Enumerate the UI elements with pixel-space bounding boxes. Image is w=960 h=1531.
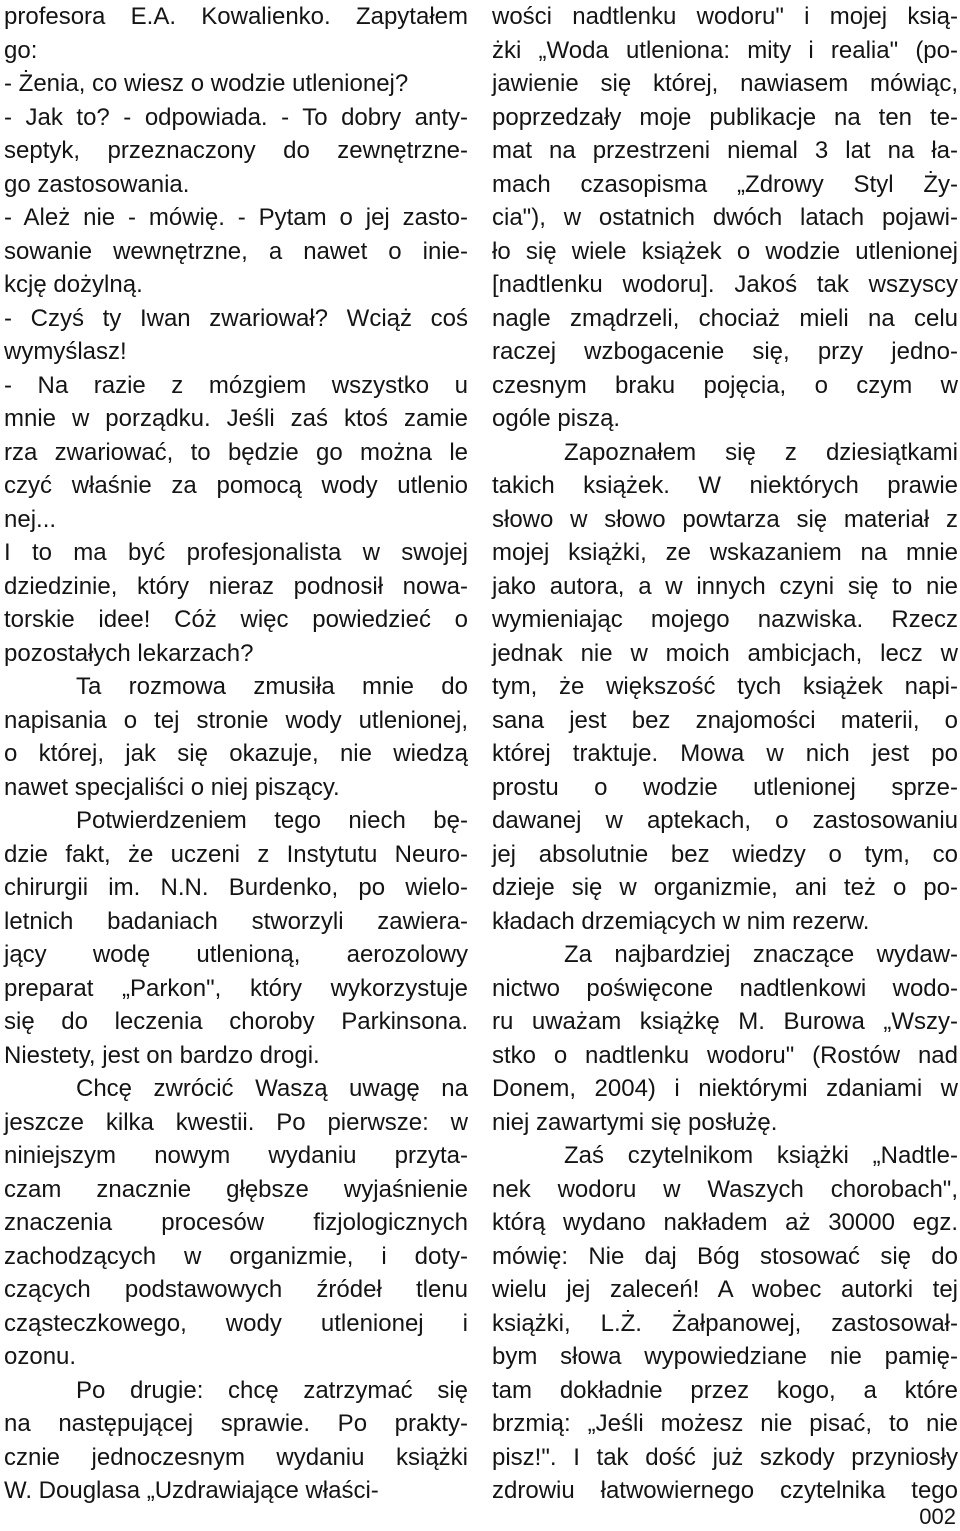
text-line: żki „Woda utleniona: mity i realia" (po- <box>492 36 958 64</box>
text-line: jednak nie w moich ambicjach, lecz w <box>492 639 958 667</box>
text-line: - Na razie z mózgiem wszystko u <box>4 371 468 399</box>
text-line: nictwo poświęcone nadtlenkowi wodo- <box>492 974 958 1002</box>
text-line: wymieniając mojego nazwiska. Rzecz <box>492 606 958 633</box>
text-line: Chcę zwrócić Waszą uwagę na <box>76 1075 468 1102</box>
text-line: cia"), w ostatnich dwóch latach pojawi- <box>492 204 958 231</box>
text-line: nawet specjaliści o niej piszący. <box>4 773 340 801</box>
text-line: bym słowa wypowiedziane nie pamię- <box>492 1343 958 1370</box>
text-line: książki, L.Ż. Żałpanowej, zastosował- <box>492 1309 958 1337</box>
text-line: stko o nadtlenku wodoru" (Rostów nad <box>492 1041 958 1069</box>
text-line: mat na przestrzeni niemal 3 lat na ła- <box>492 137 958 164</box>
text-line: nej... <box>4 505 57 533</box>
text-line: czam znacznie głębsze wyjaśnienie <box>4 1175 468 1203</box>
text-line: pisz!". I tak dość już szkody przyniosły <box>492 1443 958 1471</box>
text-line: cząsteczkowego, wody utlenionej i <box>4 1309 468 1337</box>
text-line: dzie fakt, że uczeni z Instytutu Neuro- <box>4 840 468 868</box>
text-line: Donem, 2004) i niektórymi zdaniami w <box>492 1075 958 1102</box>
text-line: kcję dożylną. <box>4 271 143 298</box>
text-line: preparat „Parkon", który wykorzystuje <box>4 974 468 1002</box>
text-line: Po drugie: chcę zatrzymać się <box>76 1376 468 1404</box>
text-line: dawanej w aptekach, o zastosowaniu <box>492 807 958 834</box>
text-line: brzmią: „Jeśli możesz nie pisać, to nie <box>492 1410 958 1437</box>
text-line: słowo w słowo powtarza się materiał z <box>492 505 958 533</box>
text-line: wymyślasz! <box>4 338 127 365</box>
text-line: niej zawartymi się posłużę. <box>492 1108 778 1136</box>
text-line: jący wodę utlenioną, aerozolowy <box>4 941 468 968</box>
text-line: Zaś czytelnikom książki „Nadtle- <box>564 1142 958 1169</box>
text-line: I to ma być profesjonalista w swojej <box>4 539 468 566</box>
text-line: jawienie się której, nawiasem mówiąc, <box>492 70 958 97</box>
text-line: [nadtlenku wodoru]. Jakoś tak wszyscy <box>492 271 958 298</box>
text-line: sana jest bez znajomości materii, o <box>492 706 958 734</box>
text-line: zachodzących w organizmie, i doty- <box>4 1242 468 1270</box>
text-line: Niestety, jest on bardzo drogi. <box>4 1041 320 1069</box>
text-line: Zapoznałem się z dziesiątkami <box>564 438 958 466</box>
text-line: rza zwariować, to będzie go można le <box>4 438 468 466</box>
text-line: kładach drzemiących w nim rezerw. <box>492 907 870 935</box>
text-line: ozonu. <box>4 1343 77 1370</box>
text-line: takich książek. W niektórych prawie <box>492 472 958 499</box>
text-line: dziedzinie, który nieraz podnosił nowa- <box>4 572 468 600</box>
text-line: znaczenia procesów fizjologicznych <box>4 1209 468 1236</box>
right-text-column <box>492 0 958 1508</box>
text-line: septyk, przeznaczony do zewnętrzne- <box>4 137 468 164</box>
text-line: jej absolutnie bez wiedzy o tym, co <box>492 840 958 868</box>
text-line: na następującej sprawie. Po prakty- <box>4 1410 468 1437</box>
text-line: poprzedzały moje publikacje na ten te- <box>492 103 958 131</box>
text-line: ło się wiele książek o wodzie utlenionej <box>492 237 958 265</box>
text-line: chirurgii im. N.N. Burdenko, po wielo- <box>4 874 468 901</box>
text-line: napisania o tej stronie wody utlenionej, <box>4 706 468 734</box>
text-line: się do leczenia choroby Parkinsona. <box>4 1008 468 1035</box>
page-number: 002 <box>919 1504 956 1529</box>
text-line: profesora E.A. Kowalienko. Zapytałem <box>4 3 468 30</box>
text-line: pozostałych lekarzach? <box>4 639 254 667</box>
text-line: tam dokładnie przez kogo, a które <box>492 1376 958 1404</box>
text-line: mnie w porządku. Jeśli zaś ktoś zamie <box>4 405 468 432</box>
text-line: jeszcze kilka kwestii. Po pierwsze: w <box>4 1108 468 1136</box>
left-text-column <box>4 0 468 1508</box>
text-line: Ta rozmowa zmusiła mnie do <box>76 673 468 700</box>
text-line: mówię: Nie daj Bóg stosować się do <box>492 1242 958 1270</box>
text-line: - Jak to? - odpowiada. - To dobry anty- <box>4 103 468 131</box>
text-line: prostu o wodzie utlenionej sprze- <box>492 773 958 801</box>
text-line: letnich badaniach stworzyli zawiera- <box>4 907 468 935</box>
text-line: go zastosowania. <box>4 170 190 198</box>
text-line: nagle zmądrzeli, chociaż mieli na celu <box>492 304 958 332</box>
text-line: go: <box>4 36 38 64</box>
text-line: - Żenia, co wiesz o wodzie utlenionej? <box>4 70 409 97</box>
text-line: - Czyś ty Iwan zwariował? Wciąż coś <box>4 304 468 332</box>
text-line: czesnym braku pojęcia, o czym w <box>492 371 958 399</box>
text-line: wielu jej zaleceń! A wobec autorki tej <box>492 1276 958 1303</box>
text-line: sowanie wewnętrzne, a nawet o inie- <box>4 237 468 265</box>
text-line: W. Douglasa „Uzdrawiające właści- <box>4 1477 379 1504</box>
text-line: cznie jednoczesnym wydaniu książki <box>4 1443 468 1471</box>
text-line: której traktuje. Mowa w nich jest po <box>492 740 958 767</box>
text-line: raczej wzbogacenie się, przy jedno- <box>492 338 958 365</box>
text-line: mach czasopisma „Zdrowy Styl Ży- <box>492 170 958 198</box>
text-line: jako autora, a w innych czyni się to nie <box>492 572 958 600</box>
text-line: Potwierdzeniem tego niech bę- <box>76 807 468 834</box>
text-line: zdrowiu łatwowiernego czytelnika tego <box>492 1477 958 1504</box>
text-line: torskie idee! Cóż więc powiedzieć o <box>4 606 468 633</box>
text-line: nek wodoru w Waszych chorobach", <box>492 1175 958 1203</box>
text-line: - Ależ nie - mówię. - Pytam o jej zasto- <box>4 204 468 231</box>
text-line: czących podstawowych źródeł tlenu <box>4 1276 468 1303</box>
text-line: mojej książki, ze wskazaniem na mnie <box>492 539 958 566</box>
text-line: niniejszym nowym wydaniu przyta- <box>4 1142 468 1169</box>
text-line: tym, że większość tych książek napi- <box>492 673 958 700</box>
text-line: ogóle piszą. <box>492 405 621 432</box>
text-line: wości nadtlenku wodoru" i mojej ksią- <box>492 3 958 30</box>
text-line: czyć właśnie za pomocą wody utlenio <box>4 472 468 499</box>
text-line: dzieje się w organizmie, ani też o po- <box>492 874 958 901</box>
text-line: którą wydano nakładem aż 30000 egz. <box>492 1209 958 1236</box>
text-line: ru uważam książkę M. Burowa „Wszy- <box>492 1008 958 1035</box>
text-line: o której, jak się okazuje, nie wiedzą <box>4 740 468 767</box>
text-line: Za najbardziej znaczące wydaw- <box>564 941 958 968</box>
